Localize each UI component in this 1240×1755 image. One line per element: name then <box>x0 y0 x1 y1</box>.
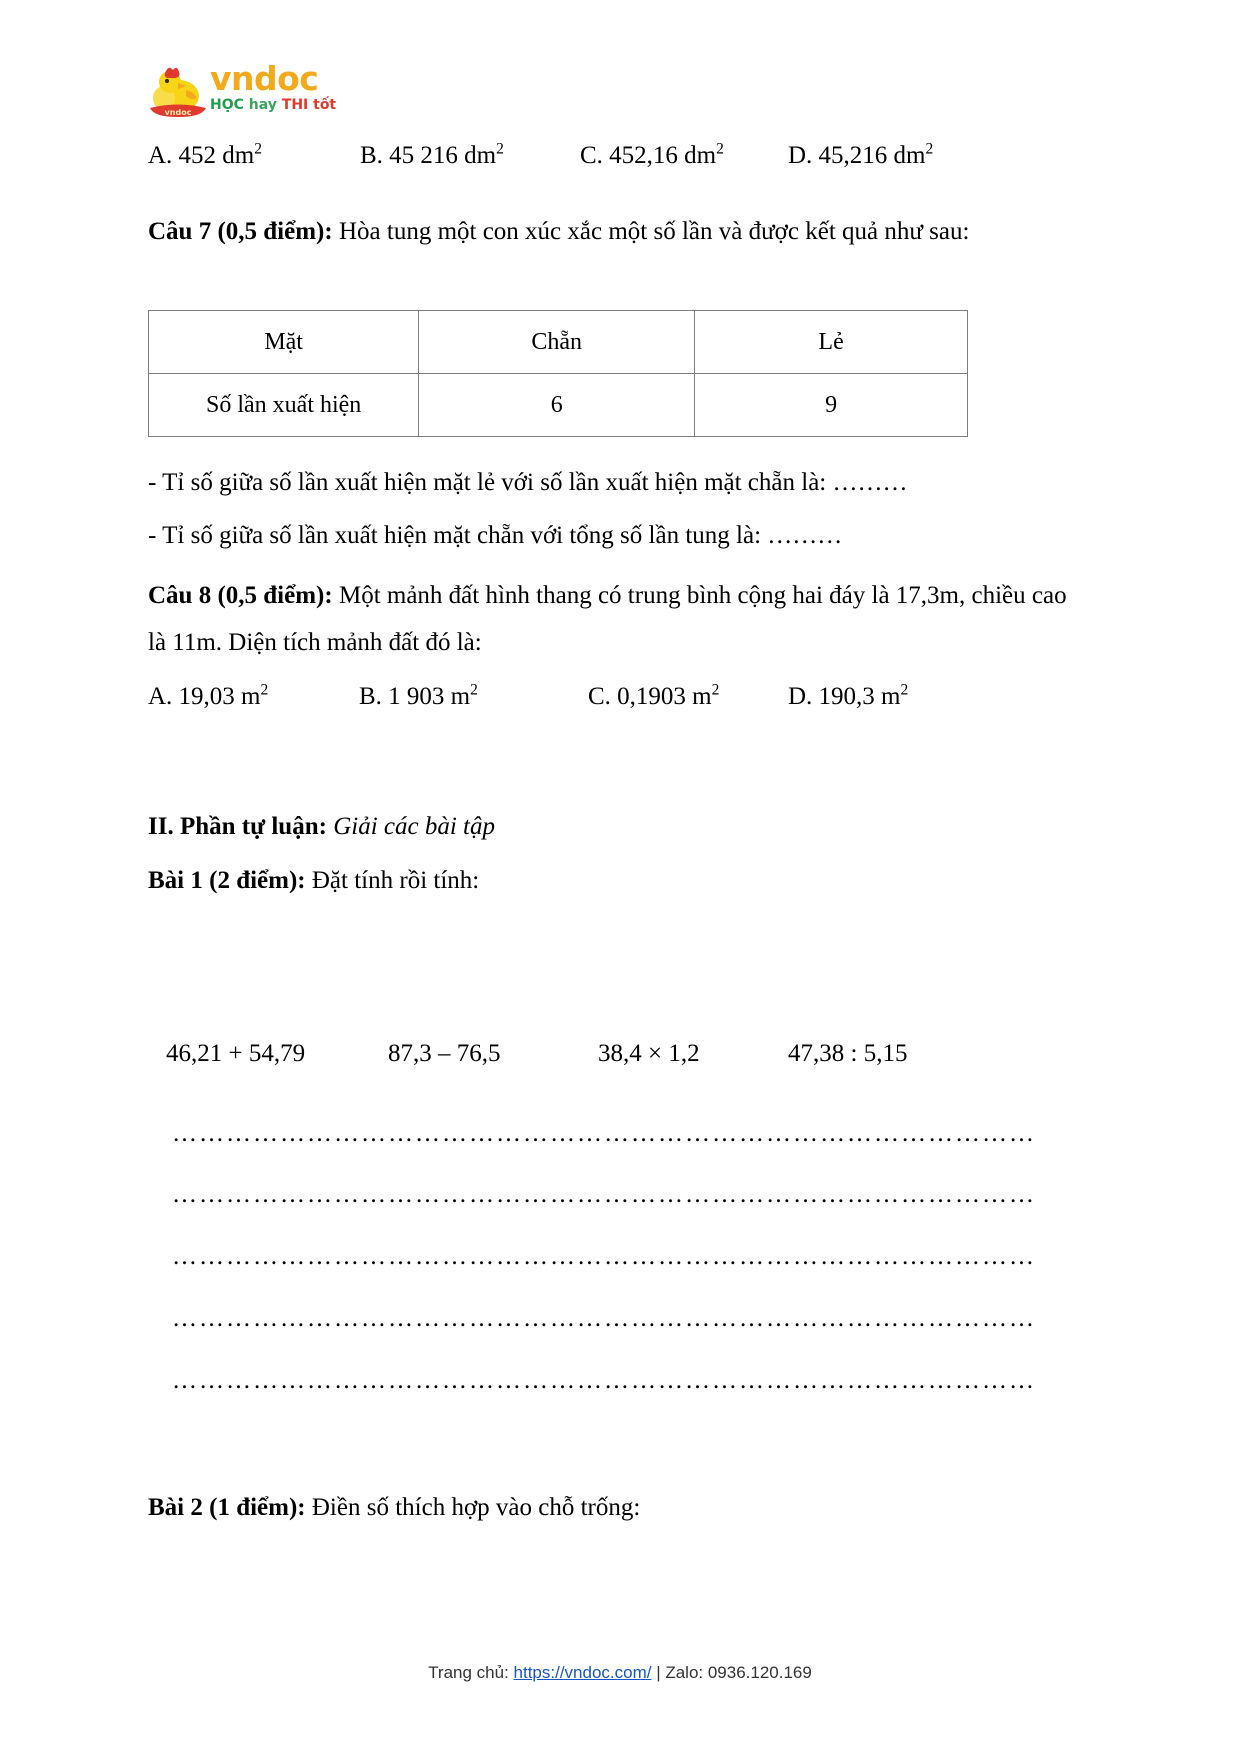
logo-tagline <box>210 97 336 113</box>
table-header-cell-le: Lẻ <box>695 311 968 374</box>
bai1-body: Đặt tính rồi tính: <box>305 867 480 894</box>
footer-suffix: | Zalo: 0936.120.169 <box>651 1663 812 1682</box>
table-header-cell-mat: Mặt <box>149 311 419 374</box>
exercise-4: 47,38 : 5,15 <box>788 1040 908 1067</box>
exercise-1: 46,21 + 54,79 <box>166 1040 306 1067</box>
question7-body: Hòa tung một con xúc xắc một số lần và được kết quả như sau: <box>332 218 970 245</box>
bai1-heading <box>148 866 479 896</box>
question8-option-a: A. 19,03 $m^2$ <box>148 681 269 710</box>
footer-prefix: Trang chủ: <box>428 1663 514 1682</box>
question6-option-a: A. 452 $dm^2$ <box>148 140 262 169</box>
table-row <box>149 374 968 437</box>
question8-option-c: C. 0,1903 $m^2$ <box>588 681 720 710</box>
answer-line-5[interactable]: …………………………………………………………………………………… <box>172 1367 1036 1394</box>
question6-options-row <box>148 142 1108 174</box>
question6-option-d: D. 45,216 $dm^2$ <box>788 140 934 169</box>
question7-text <box>148 208 1068 255</box>
chick-mascot-icon <box>148 64 208 122</box>
logo-wordmark: vndoc <box>210 59 319 98</box>
question8-lead: Câu 8 (0,5 điểm): <box>148 582 333 609</box>
question6-option-c: C. 452,16 $dm^2$ <box>580 140 724 169</box>
svg-text:vndoc: vndoc <box>164 108 192 117</box>
table-header-cell-chan: Chẵn <box>419 311 695 374</box>
bai1-exercises-row <box>148 1040 1108 1074</box>
bai2-body: Điền số thích hợp vào chỗ trống: <box>305 1494 641 1521</box>
section2-italic: Giải các bài tập <box>326 813 495 840</box>
exercise-3: 38,4 × 1,2 <box>598 1040 700 1067</box>
question8-option-d: D. 190,3 $m^2$ <box>788 681 909 710</box>
question8-options-row <box>148 683 1108 715</box>
logo-tagline-hoc: HỌC <box>210 97 244 113</box>
answer-line-1[interactable]: …………………………………………………………………………………… <box>172 1120 1036 1147</box>
question8-body: Một mảnh đất hình thang có trung bình cộng hai đáy là 17,3m, chiều cao là 11m. Diện tích mảnh đất đó là: <box>148 582 1067 656</box>
bai1-lead: Bài 1 (2 điểm): <box>148 867 306 894</box>
section2-heading <box>148 812 495 842</box>
logo-tagline-thi: THI <box>281 97 309 113</box>
question7-lead: Câu 7 (0,5 điểm): <box>148 218 333 245</box>
table-header-row <box>149 311 968 374</box>
table-cell-label: Số lần xuất hiện <box>149 374 419 437</box>
bai2-lead: Bài 2 (1 điểm): <box>148 1494 306 1521</box>
dice-result-table <box>148 310 968 437</box>
question7-blank-2: - Tỉ số giữa số lần xuất hiện mặt chẵn với tổng số lần tung là: ……… <box>148 522 843 549</box>
question7-blank-1: - Tỉ số giữa số lần xuất hiện mặt lẻ với số lần xuất hiện mặt chẵn là: ……… <box>148 469 908 496</box>
page-footer <box>0 1663 1240 1683</box>
vndoc-logo <box>148 59 378 124</box>
logo-tagline-hay: hay <box>248 97 277 113</box>
question8-option-b: B. 1 903 $m^2$ <box>359 681 478 710</box>
footer-link[interactable]: https://vndoc.com/ <box>513 1663 652 1682</box>
table-cell-le-count: 9 <box>695 374 968 437</box>
question8-text <box>148 572 1078 666</box>
exercise-2: 87,3 – 76,5 <box>388 1040 501 1067</box>
question6-option-b: B. 45 216 $dm^2$ <box>360 140 504 169</box>
answer-line-2[interactable]: …………………………………………………………………………………… <box>172 1181 1036 1208</box>
table-cell-chan-count: 6 <box>419 374 695 437</box>
bai2-heading <box>148 1493 640 1523</box>
answer-line-3[interactable]: …………………………………………………………………………………… <box>172 1243 1036 1270</box>
section2-lead: II. Phần tự luận: <box>148 813 327 840</box>
answer-line-4[interactable]: …………………………………………………………………………………… <box>172 1305 1036 1332</box>
logo-tagline-tot: tốt <box>313 97 337 113</box>
